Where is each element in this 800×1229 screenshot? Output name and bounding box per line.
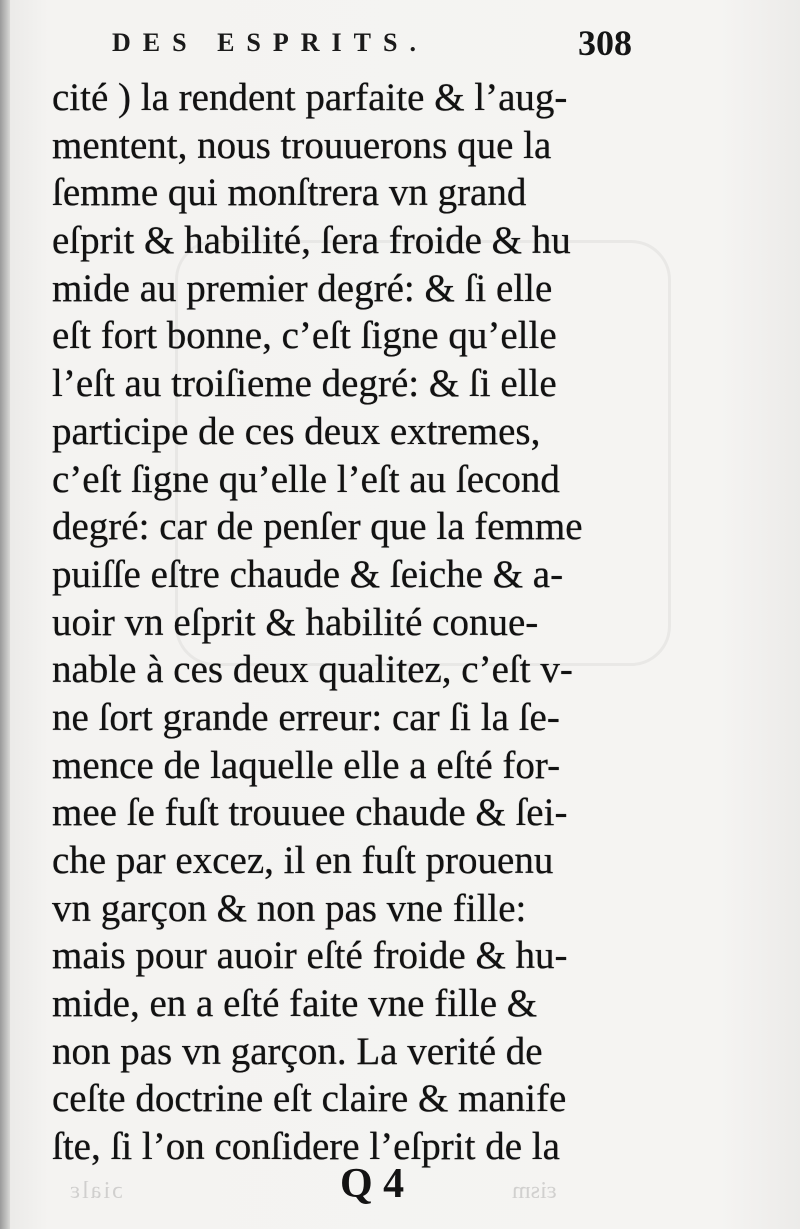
text-line: ſte, ſi l’on conſidere l’eſprit de la <box>52 1125 560 1169</box>
text-line: degré: car de penſer que la femme <box>52 505 583 549</box>
text-line: cité ) la rendent parfaite & l’aug- <box>52 76 568 119</box>
text-line: eſt fort bonne, c’eſt ſigne qu’elle <box>52 314 557 358</box>
text-body <box>52 74 612 1171</box>
text-line: mais pour auoir eſté froide & hu- <box>52 934 568 978</box>
text-line: mentent, nous trouuerons que la <box>52 123 552 167</box>
text-line: ceſte doctrine eſt claire & manife <box>52 1077 567 1121</box>
page-number: 308 <box>578 23 632 63</box>
text-line: puiſſe eſtre chaude & ſeiche & a- <box>52 552 564 596</box>
text-line: mee ſe fuſt trouuee chaude & ſei- <box>52 791 568 835</box>
text-line: uoir vn eſprit & habilité conue- <box>52 600 539 644</box>
running-title: DES ESPRITS. <box>112 28 428 57</box>
text-line: c’eſt ſigne qu’elle l’eſt au ſecond <box>52 457 560 501</box>
showthrough-text-left: ɔialɛ <box>68 1178 123 1204</box>
text-line: eſprit & habilité, ſera froide & hu <box>52 219 571 263</box>
text-line: mence de laquelle elle a eſté for- <box>52 743 561 787</box>
text-line: non pas vn garçon. La verité de <box>52 1029 543 1073</box>
text-line: participe de ces deux extremes, <box>52 409 541 453</box>
text-line: ſemme qui monſtrera vn grand <box>52 171 527 215</box>
showthrough-text-right: ɛism <box>512 1178 557 1204</box>
page-header <box>112 24 632 64</box>
text-line: nable à ces deux qualitez, c’eſt v- <box>52 648 573 692</box>
text-line: mide au premier degré: & ſi elle <box>52 266 553 310</box>
text-line: vn garçon & non pas vne fille: <box>52 886 527 930</box>
text-line: che par excez, il en fuſt prouenu <box>52 839 554 882</box>
signature-mark: Q 4 <box>340 1161 405 1207</box>
gutter-shadow <box>0 0 10 1229</box>
text-line: l’eſt au troiſieme degré: & ſi elle <box>52 362 557 406</box>
text-line: mide, en a eſté faite vne fille & <box>52 982 538 1026</box>
text-line: ne ſort grande erreur: car ſi la ſe- <box>52 695 560 739</box>
